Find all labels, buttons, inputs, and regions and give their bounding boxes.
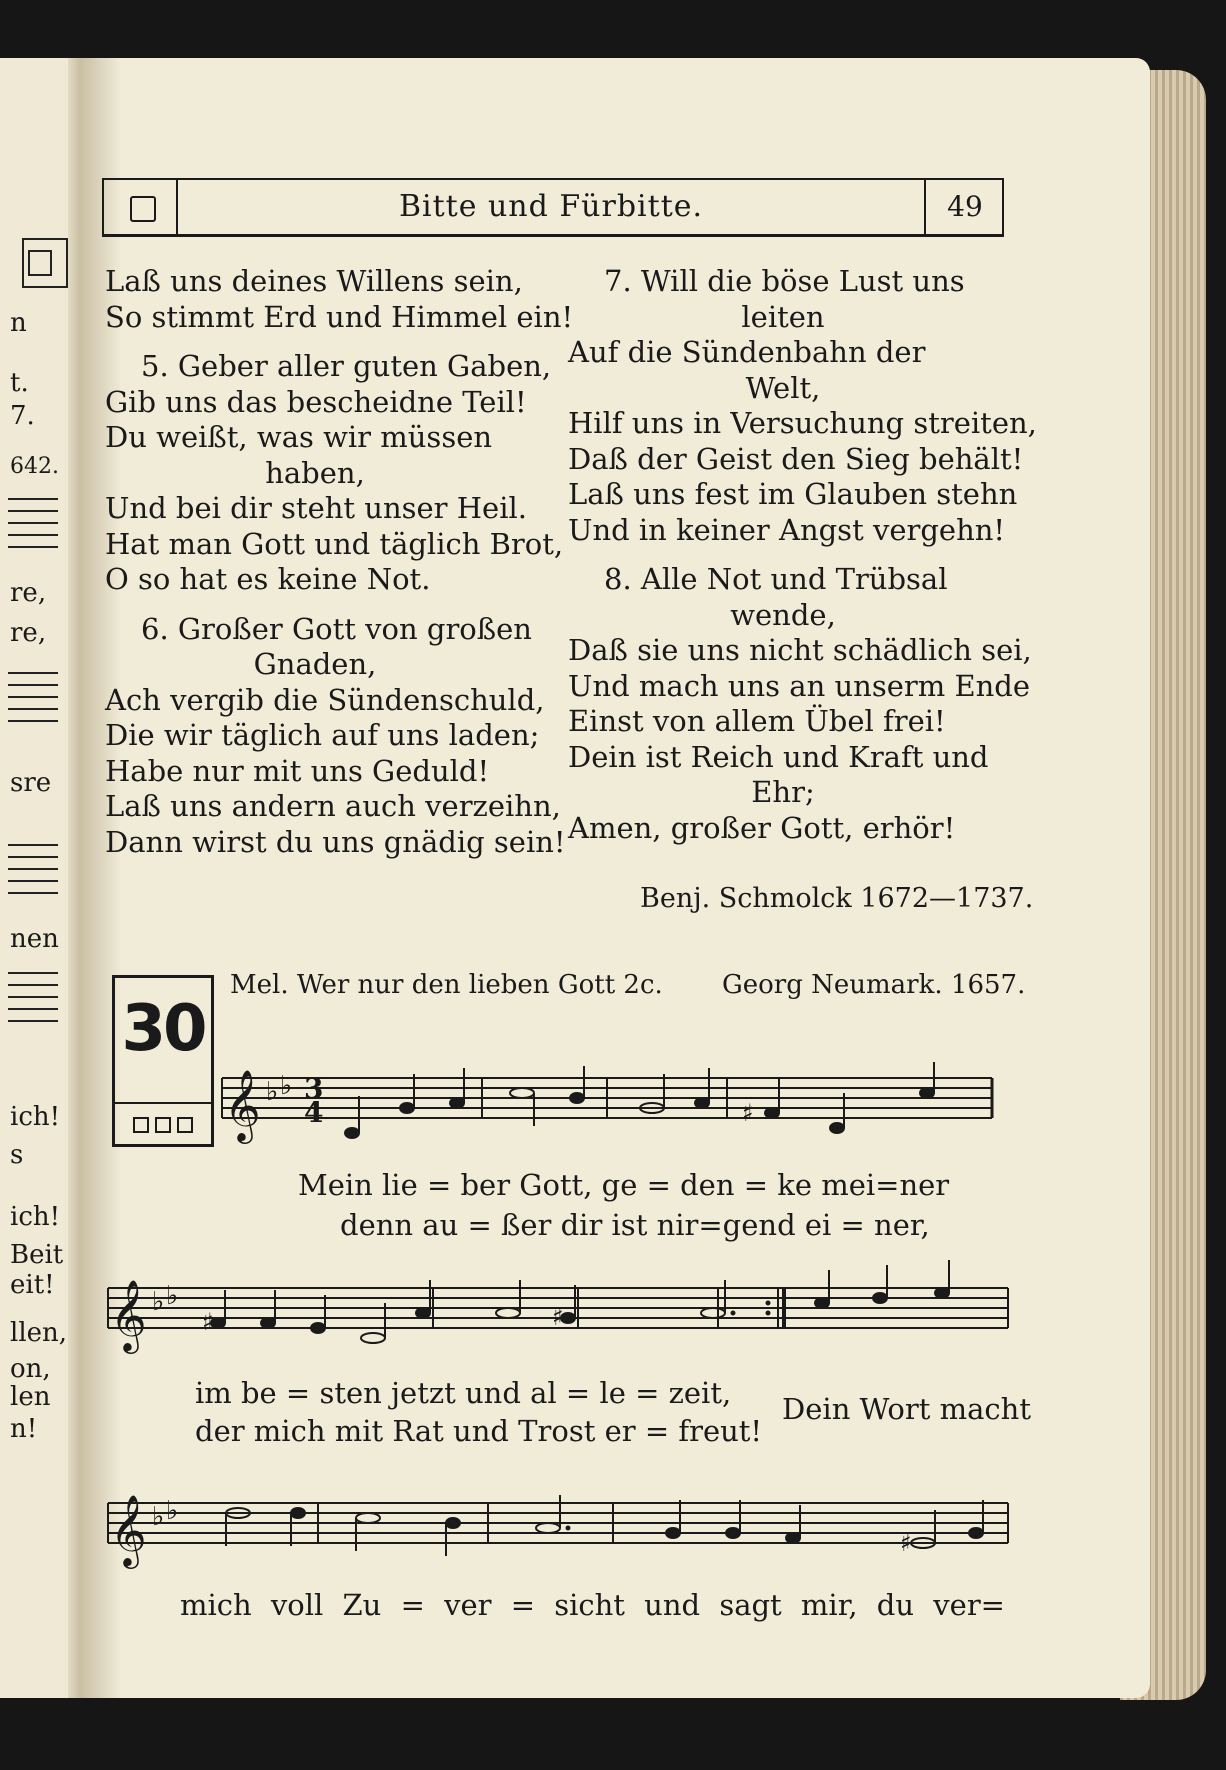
hymn-marks (115, 1102, 211, 1146)
fragment-text: re, (10, 618, 47, 648)
treble-clef-icon: 𝄞 (224, 1068, 261, 1141)
verse-line: Laß uns deines Willens sein, (105, 264, 523, 298)
fragment-text: nen (10, 924, 59, 954)
fragment-text: n (10, 308, 27, 338)
fragment-text: len (10, 1382, 51, 1412)
verse-line: Hat man Gott und täglich Brot, (105, 526, 564, 561)
flat-icon: ♭ (266, 1077, 279, 1107)
fragment-text: 642. (10, 454, 59, 479)
verse-line: Habe nur mit uns Geduld! (105, 753, 490, 788)
verse-author: Benj. Schmolck 1672—1737. (640, 883, 1034, 914)
fragment-staff (8, 844, 58, 894)
treble-clef-icon: 𝄞 (110, 1493, 147, 1566)
verse-line: Ehr; (751, 775, 815, 809)
sharp-icon: ♯ (202, 1308, 214, 1336)
verses-right-column (568, 264, 1037, 846)
melody-note: Mel. Wer nur den lieben Gott 2c. (230, 970, 663, 1000)
previous-page-edge (0, 58, 82, 1698)
page-title: Bitte und Fürbitte. (398, 189, 704, 224)
lyrics-line: Dein Wort macht (782, 1392, 1031, 1426)
verse-line: Ach vergib die Sündenschuld, (105, 682, 545, 717)
verse-line: Auf die Sündenbahn der (568, 335, 926, 369)
fragment-staff (8, 972, 58, 1022)
verse-line: Daß sie uns nicht schädlich sei, (568, 633, 1032, 667)
lyrics-line: mich voll Zu = ver = sicht und sagt mir, du ver= (180, 1588, 1005, 1622)
fragment-text: n! (10, 1414, 38, 1444)
verse-line: O so hat es keine Not. (105, 562, 431, 596)
fragment-staff (8, 672, 58, 722)
verse-line: Daß der Geist den Sieg behält! (568, 441, 1024, 476)
lyrics-line: der mich mit Rat und Trost er = freut! (195, 1414, 763, 1448)
music-staff-1 (222, 1066, 1002, 1156)
verse-line: haben, (265, 455, 365, 490)
square-icon (133, 1117, 149, 1133)
flat-icon: ♭ (280, 1071, 293, 1101)
verse-line: Welt, (745, 370, 821, 405)
verse-line: So stimmt Erd und Himmel ein! (105, 299, 574, 334)
sharp-icon: ♯ (742, 1099, 754, 1127)
lyrics-line: im be = sten jetzt und al = le = zeit, (195, 1376, 732, 1410)
page-header (102, 178, 1004, 237)
verse-line: Laß uns fest im Glauben stehn (568, 477, 1018, 511)
verse-line: Und in keiner Angst vergehn! (568, 512, 1006, 547)
fragment-text: on, (10, 1354, 51, 1384)
verse-line: wende, (730, 597, 836, 632)
square-icon (177, 1117, 193, 1133)
time-signature-bottom: 4 (304, 1096, 324, 1129)
fragment-text: eit! (10, 1270, 55, 1300)
sharp-icon: ♯ (552, 1303, 564, 1331)
music-staff-2 (108, 1268, 1008, 1358)
verse-line: Einst von allem Übel frei! (568, 704, 946, 738)
flat-icon: ♭ (152, 1502, 165, 1532)
square-icon (155, 1117, 171, 1133)
verse-line: Laß uns andern auch verzeihn, (105, 789, 561, 823)
verse-line: Die wir täglich auf uns laden; (105, 718, 540, 752)
verse-line: leiten (741, 299, 825, 334)
fragment-text: llen, (10, 1318, 68, 1348)
verse-line: 5. Geber aller guten Gaben, (141, 349, 552, 383)
verse-line: 6. Großer Gott von großen (141, 611, 532, 646)
fragment-text: ich! (10, 1202, 61, 1232)
time-signature-top: 3 (304, 1072, 324, 1105)
sharp-icon: ♯ (900, 1529, 912, 1557)
square-icon (130, 196, 156, 222)
fragment-text: s (10, 1140, 24, 1170)
verse-line: Dann wirst du uns gnädig sein! (105, 824, 566, 859)
verse-line: 8. Alle Not und Trübsal (604, 562, 948, 596)
page-number: 49 (924, 180, 1004, 234)
treble-clef-icon: 𝄞 (110, 1278, 147, 1351)
fragment-text: 7. (10, 401, 35, 431)
verses-left-column (105, 264, 574, 860)
verse-line: Du weißt, was wir müssen (105, 420, 493, 454)
flat-icon: ♭ (166, 1281, 179, 1311)
fragment-text: ich! (10, 1102, 61, 1132)
fragment-text: re, (10, 578, 47, 608)
fragment-text: Beit (10, 1240, 64, 1270)
flat-icon: ♭ (152, 1287, 165, 1317)
lyrics-line: Mein lie = ber Gott, ge = den = ke mei=ner (298, 1168, 950, 1202)
hymn-number: 30 (121, 992, 205, 1066)
verse-spacer (568, 548, 998, 562)
flat-icon: ♭ (166, 1496, 179, 1526)
verse-line: 7. Will die böse Lust uns (604, 264, 965, 298)
fragment-text: t. (10, 368, 29, 398)
hymn-number-box (112, 975, 214, 1147)
lyrics-line: denn au = ßer dir ist nir=gend ei = ner, (340, 1208, 930, 1242)
verse-line: Hilf uns in Versuchung streiten, (568, 406, 1037, 440)
verse-spacer (105, 598, 525, 612)
verse-line: Amen, großer Gott, erhör! (568, 810, 956, 845)
verse-line: Gib uns das bescheidne Teil! (105, 384, 527, 419)
verse-line: Dein ist Reich und Kraft und (568, 739, 989, 774)
music-staff-3 (108, 1483, 1008, 1573)
fragment-text: sre (10, 768, 52, 798)
verse-line: Und bei dir steht unser Heil. (105, 491, 527, 525)
previous-header-box (22, 238, 68, 288)
verse-line: Gnaden, (253, 647, 377, 681)
header-ornament-box (104, 180, 178, 234)
page-gutter (68, 58, 80, 1698)
fragment-staff (8, 498, 58, 548)
verse-spacer (105, 335, 525, 349)
hymnal-page (80, 58, 1150, 1698)
melody-author: Georg Neumark. 1657. (722, 970, 1026, 1000)
verse-line: Und mach uns an unserm Ende (568, 668, 1031, 703)
